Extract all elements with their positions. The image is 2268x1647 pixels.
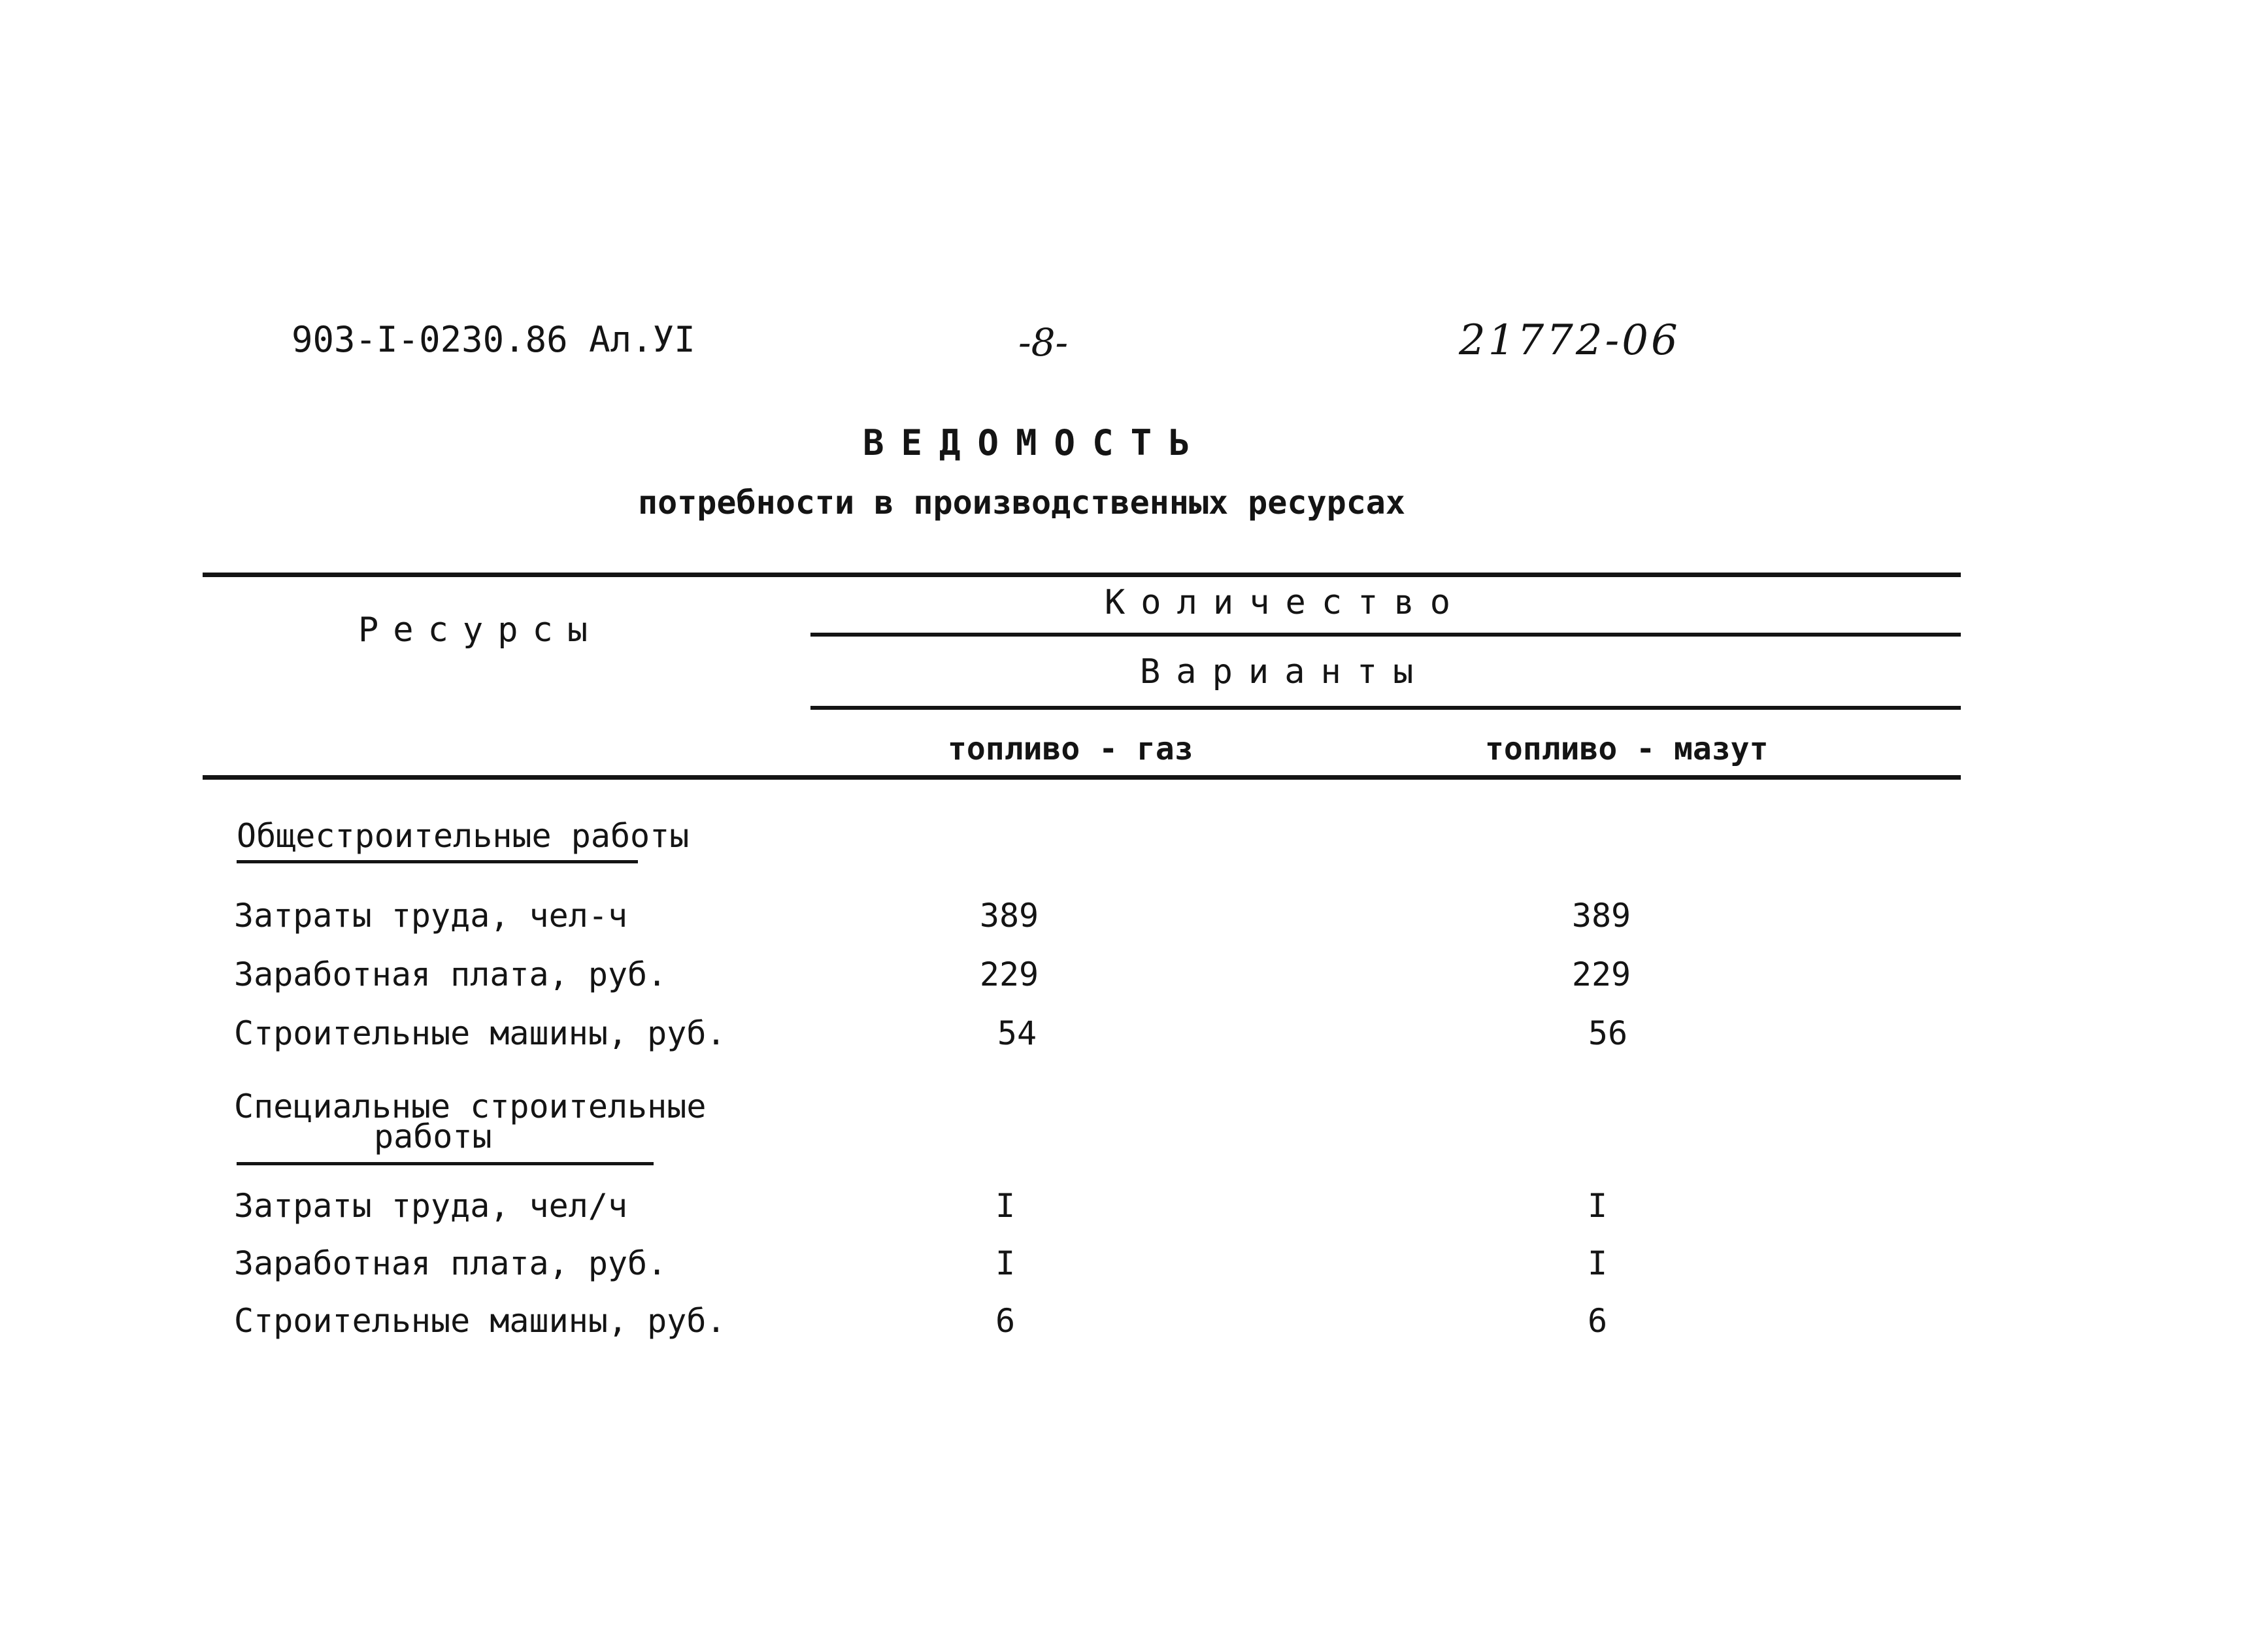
column-header-resources: Ресурсы [358,610,603,650]
column-header-quantity: Количество [1105,583,1467,622]
section-title-special-construction-line2: работы [374,1118,492,1156]
cell-value-gas: I [995,1187,1016,1225]
section-title-special-construction: Специальные строительные [234,1088,707,1125]
column-header-variant-fuel-oil: топливо - мазут [1485,731,1769,767]
table-top-rule [203,573,1961,577]
cell-value-fuel-oil: I [1587,1244,1608,1282]
row-label: Строительные машины, руб. [234,1014,726,1052]
document-subtitle: потребности в производственных ресурсах [638,484,1405,522]
section-underline [237,1162,654,1165]
cell-value-fuel-oil: 56 [1588,1014,1628,1052]
row-label: Строительные машины, руб. [234,1302,726,1340]
table-header-bottom-rule [203,775,1961,780]
row-label: Заработная плата, руб. [234,1244,667,1282]
document-code: 903-I-0230.86 Ал.УI [292,319,695,360]
quantity-rule [810,633,1961,637]
cell-value-gas: 54 [997,1014,1037,1052]
column-header-variants: Варианты [1140,652,1429,691]
variants-rule [810,706,1961,710]
cell-value-gas: 229 [979,956,1039,993]
cell-value-gas: 389 [979,897,1039,935]
cell-value-gas: 6 [995,1302,1016,1340]
cell-value-gas: I [995,1244,1016,1282]
section-title-general-construction: Общестроительные работы [237,817,690,855]
document-title: ВЕДОМОСТЬ [863,422,1207,463]
section-underline [237,860,638,863]
column-header-variant-gas: топливо - газ [948,731,1193,767]
cell-value-fuel-oil: 389 [1571,897,1631,935]
row-label: Заработная плата, руб. [234,956,667,993]
page-number: -8- [1018,320,1069,365]
registration-number: 21772-06 [1459,316,1680,365]
cell-value-fuel-oil: 229 [1571,956,1631,993]
row-label: Затраты труда, чел/ч [234,1187,628,1225]
cell-value-fuel-oil: I [1587,1187,1608,1225]
cell-value-fuel-oil: 6 [1587,1302,1608,1340]
row-label: Затраты труда, чел-ч [234,897,628,935]
